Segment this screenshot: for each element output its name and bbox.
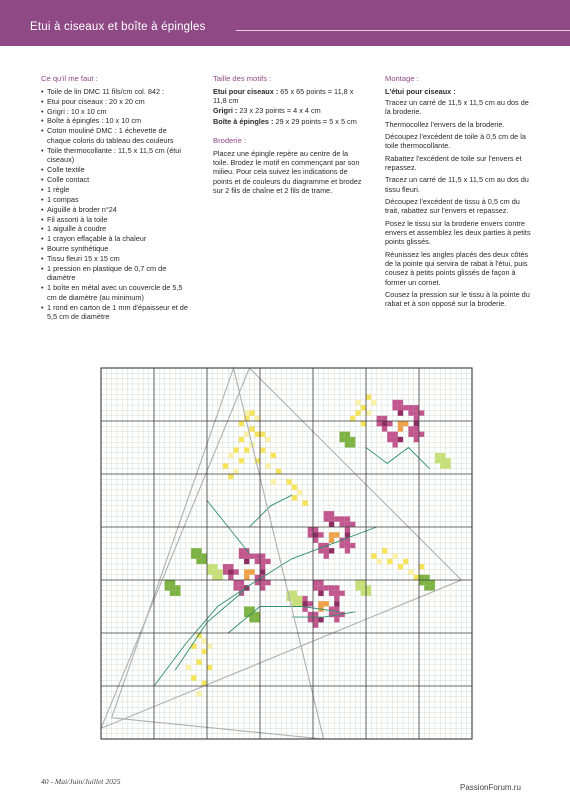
stitch-cell	[361, 585, 366, 590]
stitch-cell	[414, 416, 419, 421]
stitch-cell	[371, 554, 376, 559]
stitch-cell	[170, 585, 175, 590]
stitch-cell	[419, 432, 424, 437]
materials-item: • Tissu fleuri 15 x 15 cm	[41, 254, 191, 263]
stitch-cell	[419, 564, 424, 569]
stitch-cell	[414, 437, 419, 442]
stitch-cell	[318, 532, 323, 537]
stitch-cell	[313, 538, 318, 543]
stitch-cell	[175, 591, 180, 596]
stitch-cell	[249, 554, 254, 559]
stitch-cell	[350, 522, 355, 527]
stitch-cell	[340, 516, 345, 521]
stitch-cell	[446, 463, 451, 468]
stitch-cell	[191, 554, 196, 559]
stitch-cell	[419, 580, 424, 585]
stitch-cell	[244, 607, 249, 612]
stitch-cell	[324, 601, 329, 606]
stitch-cell	[249, 410, 254, 415]
stitch-cell	[196, 554, 201, 559]
materials-item: • Aiguille à broder n°24	[41, 205, 191, 214]
stitch-cell	[361, 580, 366, 585]
stitch-cell	[202, 649, 207, 654]
stitch-cell	[239, 548, 244, 553]
stitch-cell	[403, 559, 408, 564]
stitch-cell	[228, 453, 233, 458]
stitch-cell	[244, 575, 249, 580]
stitch-cell	[324, 516, 329, 521]
stitch-cell	[329, 516, 334, 521]
stitch-cell	[292, 495, 297, 500]
stitch-cell	[271, 479, 276, 484]
materials-item: • 1 règle	[41, 185, 191, 194]
stitch-cell	[329, 532, 334, 537]
montage-step: Thermocollez l'envers de la broderie.	[385, 119, 505, 129]
materials-item: • 1 pression en plastique de 0,7 cm de diamètre	[41, 264, 191, 283]
stitch-cell	[255, 617, 260, 622]
stitch-cell	[244, 569, 249, 574]
stitch-cell	[196, 691, 201, 696]
stitch-cell	[265, 580, 270, 585]
stitch-cell	[249, 426, 254, 431]
stitch-cell	[350, 442, 355, 447]
stitch-cell	[297, 490, 302, 495]
stitch-cell	[308, 532, 313, 537]
stitch-cell	[313, 532, 318, 537]
stitch-cell	[239, 580, 244, 585]
stitch-cell	[302, 501, 307, 506]
stitch-cell	[329, 522, 334, 527]
stitch-cell	[361, 405, 366, 410]
stitch-cell	[345, 548, 350, 553]
stitch-cell	[419, 410, 424, 415]
stitch-cell	[302, 601, 307, 606]
page-title: Etui à ciseaux et boîte à épingles	[30, 21, 206, 33]
stitch-cell	[329, 585, 334, 590]
stitch-cell	[276, 469, 281, 474]
stitch-cell	[382, 426, 387, 431]
motif-label: Grigri :	[213, 106, 238, 116]
motif-value: 29 x 29 points = 5 x 5 cm	[273, 116, 357, 126]
stitch-cell	[196, 660, 201, 665]
stitch-cell	[408, 569, 413, 574]
stitch-cell	[207, 665, 212, 670]
stitch-cell	[408, 432, 413, 437]
materials-item: • Etui pour ciseaux : 20 x 20 cm	[41, 97, 191, 106]
stitch-cell	[440, 453, 445, 458]
stitch-cell	[313, 585, 318, 590]
materials-item: • 1 crayon effaçable à la chaleur	[41, 234, 191, 243]
materials-item: • 1 aiguille à coudre	[41, 224, 191, 233]
broderie-section	[213, 136, 363, 195]
stitch-cell	[218, 569, 223, 574]
montage-step: Découpez l'excédent de toile à 0,5 cm de la toile thermocollante.	[385, 132, 526, 151]
motif-size-line	[213, 117, 363, 126]
stitch-cell	[308, 527, 313, 532]
stitch-cell	[382, 548, 387, 553]
stitch-cell	[366, 395, 371, 400]
stitch-cell	[350, 437, 355, 442]
materials-item: • Colle contact	[41, 175, 191, 184]
stitch-cell	[202, 554, 207, 559]
stitch-cell	[340, 543, 345, 548]
stitch-cell	[334, 601, 339, 606]
stitch-cell	[340, 522, 345, 527]
montage-title: Montage :	[385, 74, 419, 83]
stitch-cell	[265, 437, 270, 442]
stitch-cell	[334, 617, 339, 622]
materials-title: Ce qu'il me faut :	[41, 74, 98, 83]
stitch-cell	[186, 665, 191, 670]
stitch-cell	[430, 580, 435, 585]
stitch-cell	[297, 596, 302, 601]
motif-value: 23 x 23 points = 4 x 4 cm	[237, 106, 321, 116]
broderie-title: Broderie :	[213, 136, 246, 146]
stitch-cell	[324, 511, 329, 516]
stitch-cell	[260, 585, 265, 590]
stitch-cell	[334, 516, 339, 521]
materials-item: • Colle textile	[41, 165, 191, 174]
stitch-cell	[292, 591, 297, 596]
stitch-cell	[207, 569, 212, 574]
stitch-cell	[218, 575, 223, 580]
stitch-cell	[398, 421, 403, 426]
stitch-cell	[345, 442, 350, 447]
stitch-cell	[414, 421, 419, 426]
stitch-cell	[165, 585, 170, 590]
stitch-cell	[430, 585, 435, 590]
stitch-cell	[313, 622, 318, 627]
stitch-cell	[207, 564, 212, 569]
page-info: 40 - Mai/Juin/Juillet 2025	[41, 777, 121, 786]
stitch-cell	[212, 564, 217, 569]
stitch-cell	[313, 527, 318, 532]
stitch-cell	[334, 596, 339, 601]
stitch-cell	[382, 421, 387, 426]
stitch-cell	[345, 527, 350, 532]
stitch-cell	[387, 559, 392, 564]
stitch-cell	[398, 410, 403, 415]
stitch-cell	[393, 554, 398, 559]
stitch-cell	[393, 442, 398, 447]
motif-size-line	[213, 87, 363, 106]
montage-step: Réunissez les angles placés des deux côtés de la pointe qui servira de rabat à l'étui, puis cousez à petits points glissés de façon à former un cornet.	[385, 249, 529, 287]
stitch-cell	[212, 575, 217, 580]
motif-label: Boîte à épingles :	[213, 116, 274, 126]
stitch-cell	[340, 437, 345, 442]
stitch-cell	[414, 575, 419, 580]
stitch-cell	[414, 432, 419, 437]
montage-step: Posez le tissu sur la broderie envers contre envers et assemblez les deux parties à petits points glissés.	[385, 218, 531, 247]
stitch-cell	[318, 617, 323, 622]
stitch-cell	[355, 410, 360, 415]
materials-item: • Bourre synthétique	[41, 244, 191, 253]
stitch-cell	[170, 580, 175, 585]
stitch-cell	[260, 564, 265, 569]
montage-step: Tracez un carré de 11,5 x 11,5 cm au dos du tissu fleuri.	[385, 175, 529, 194]
stitch-cell	[313, 617, 318, 622]
stitch-cell	[424, 580, 429, 585]
stitch-cell	[196, 559, 201, 564]
montage-step: Tracez un carré de 11,5 x 11,5 cm au dos de la broderie.	[385, 98, 529, 117]
stitch-cell	[414, 410, 419, 415]
materials-item: • Toile thermocollante : 11,5 x 11,5 cm (étui ciseaux)	[41, 146, 191, 165]
stitch-cell	[234, 580, 239, 585]
stitch-cell	[318, 601, 323, 606]
stitch-cell	[345, 516, 350, 521]
stitch-cell	[308, 612, 313, 617]
stitch-cell	[260, 569, 265, 574]
broderie-text: Placez une épingle repère au centre de la toile. Brodez le motif en commençant par son milieu. Pour cela suivez les indications de points et de couleurs du diagramme et brodez sur 2 fils de chaîne et 2 fils de trame.	[213, 148, 362, 196]
montage-step: Rabattez l'excédent de toile sur l'envers et repassez.	[385, 153, 522, 173]
stitch-cell	[202, 638, 207, 643]
motif-value: 65 x 65 points = 11,8 x 11,8 cm	[213, 86, 354, 106]
materials-item: • Fil assorti à la toile	[41, 215, 191, 224]
stitch-cell	[297, 601, 302, 606]
stitch-cell	[382, 416, 387, 421]
stitch-cell	[207, 644, 212, 649]
stitch-cell	[234, 448, 239, 453]
stitch-cell	[271, 453, 276, 458]
stitch-cell	[191, 548, 196, 553]
motifs-list	[213, 87, 363, 126]
stitch-cell	[345, 522, 350, 527]
stitch-cell	[260, 580, 265, 585]
stitch-cell	[398, 564, 403, 569]
stitch-cell	[255, 432, 260, 437]
stitch-cell	[223, 569, 228, 574]
stitch-cell	[308, 617, 313, 622]
stitch-cell	[244, 448, 249, 453]
materials-item: • 1 boîte en métal avec un couvercle de 5,5 cm de diamètre (au minimum)	[41, 283, 191, 302]
cross-stitch-chart	[97, 364, 475, 746]
stitch-cell	[355, 580, 360, 585]
stitch-cell	[387, 432, 392, 437]
montage-steps	[385, 98, 535, 309]
stitch-cell	[228, 564, 233, 569]
stitch-cell	[393, 400, 398, 405]
stitch-cell	[393, 405, 398, 410]
stitch-cell	[408, 410, 413, 415]
motifs-title: Taille des motifs :	[213, 74, 272, 83]
stitch-cell	[239, 554, 244, 559]
stitch-cell	[244, 554, 249, 559]
stitch-cell	[446, 458, 451, 463]
stitch-cell	[265, 463, 270, 468]
stitch-cell	[255, 416, 260, 421]
stitch-cell	[387, 421, 392, 426]
stitch-cell	[244, 559, 249, 564]
materials-item: • Coton mouliné DMC : 1 échevette de chaque coloris du tableau des couleurs	[41, 126, 191, 145]
stitch-cell	[165, 580, 170, 585]
materials-list	[41, 87, 191, 322]
stitch-cell	[324, 554, 329, 559]
stitch-cell	[377, 416, 382, 421]
stitch-cell	[239, 437, 244, 442]
stitch-cell	[313, 580, 318, 585]
stitch-cell	[334, 591, 339, 596]
stitch-cell	[387, 437, 392, 442]
stitch-cell	[260, 559, 265, 564]
stitch-cell	[345, 437, 350, 442]
motif-size-line	[213, 106, 363, 115]
stitch-cell	[302, 596, 307, 601]
stitch-cell	[350, 543, 355, 548]
stitch-cell	[292, 601, 297, 606]
stitch-cell	[366, 591, 371, 596]
materials-item: • Toile de lin DMC 11 fils/cm col. 842 :	[41, 87, 191, 96]
stitch-cell	[440, 458, 445, 463]
stitch-cell	[340, 591, 345, 596]
stitch-cell	[212, 569, 217, 574]
stitch-cell	[329, 548, 334, 553]
stitch-cell	[249, 569, 254, 574]
stitch-cell	[292, 596, 297, 601]
stitch-cell	[318, 591, 323, 596]
materials-item: • 1 rond en carton de 1 mm d'épaisseur et de 5,5 cm de diamètre	[41, 303, 191, 322]
montage-step: Cousez la pression sur le tissu à la pointe du rabat et à son opposé sur la broderie.	[385, 289, 530, 309]
stitch-cell	[260, 432, 265, 437]
stitch-cell	[228, 575, 233, 580]
stitch-cell	[287, 479, 292, 484]
stitch-cell	[329, 591, 334, 596]
stitch-cell	[435, 453, 440, 458]
montage-step: Découpez l'excédent de tissu à 0,5 cm du trait, rabattez sur l'envers et repassez.	[385, 197, 520, 216]
stitch-cell	[234, 585, 239, 590]
stitch-cell	[403, 421, 408, 426]
materials-item: • Boîte à épingles : 10 x 10 cm	[41, 116, 191, 125]
stitch-cell	[329, 538, 334, 543]
stitch-cell	[345, 543, 350, 548]
stitch-cell	[239, 458, 244, 463]
stitch-cell	[324, 585, 329, 590]
stitch-cell	[228, 474, 233, 479]
stitch-cell	[424, 585, 429, 590]
stitch-cell	[355, 585, 360, 590]
stitch-cell	[414, 426, 419, 431]
stitch-cell	[249, 617, 254, 622]
stitch-cell	[239, 421, 244, 426]
stitch-cell	[435, 458, 440, 463]
stitch-cell	[228, 569, 233, 574]
motifs-column	[213, 74, 363, 195]
stitch-cell	[255, 554, 260, 559]
stitch-cell	[196, 548, 201, 553]
motif-label: Etui pour ciseaux :	[213, 86, 279, 96]
stitch-cell	[318, 585, 323, 590]
stitch-cell	[377, 421, 382, 426]
stitch-cell	[308, 601, 313, 606]
stitch-cell	[334, 585, 339, 590]
stitch-cell	[223, 463, 228, 468]
stitch-cell	[377, 559, 382, 564]
stitch-cell	[393, 432, 398, 437]
stitch-cell	[408, 426, 413, 431]
stitch-cell	[234, 569, 239, 574]
stitch-cell	[318, 580, 323, 585]
stitch-cell	[408, 405, 413, 410]
stitch-cell	[175, 585, 180, 590]
stitch-cell	[170, 591, 175, 596]
materials-item: • Grigri : 10 x 10 cm	[41, 107, 191, 116]
materials-column	[41, 74, 191, 322]
stitch-cell	[366, 410, 371, 415]
montage-column	[385, 74, 535, 312]
stitch-cell	[255, 612, 260, 617]
stitch-cell	[361, 591, 366, 596]
materials-item: • 1 compas	[41, 195, 191, 204]
header-banner	[0, 0, 570, 46]
stitch-cell	[255, 559, 260, 564]
stitch-cell	[398, 437, 403, 442]
stitch-cell	[398, 426, 403, 431]
stitch-cell	[340, 432, 345, 437]
stitch-cell	[292, 485, 297, 490]
stitch-cell	[398, 405, 403, 410]
stitch-cell	[419, 575, 424, 580]
stitch-cell	[260, 448, 265, 453]
stitch-cell	[202, 559, 207, 564]
stitch-cell	[371, 400, 376, 405]
stitch-cell	[191, 675, 196, 680]
montage-subtitle: L'étui pour ciseaux :	[385, 86, 456, 96]
stitch-cell	[398, 400, 403, 405]
stitch-cell	[260, 554, 265, 559]
stitch-cell	[440, 463, 445, 468]
stitch-cell	[234, 469, 239, 474]
stitch-cell	[345, 432, 350, 437]
stitch-cell	[403, 405, 408, 410]
stitch-cell	[361, 421, 366, 426]
stitch-cell	[350, 416, 355, 421]
stitch-cell	[414, 405, 419, 410]
stitch-cell	[223, 564, 228, 569]
stitch-cell	[329, 511, 334, 516]
stitch-cell	[366, 585, 371, 590]
stitch-cell	[334, 532, 339, 537]
stitch-cell	[313, 612, 318, 617]
stitch-cell	[324, 548, 329, 553]
site-watermark: PassionForum.ru	[460, 783, 521, 792]
stitch-cell	[355, 400, 360, 405]
stitch-cell	[424, 575, 429, 580]
stitch-cell	[265, 559, 270, 564]
stitch-cell	[393, 437, 398, 442]
header-rule	[236, 30, 570, 31]
stem-line	[175, 591, 244, 671]
